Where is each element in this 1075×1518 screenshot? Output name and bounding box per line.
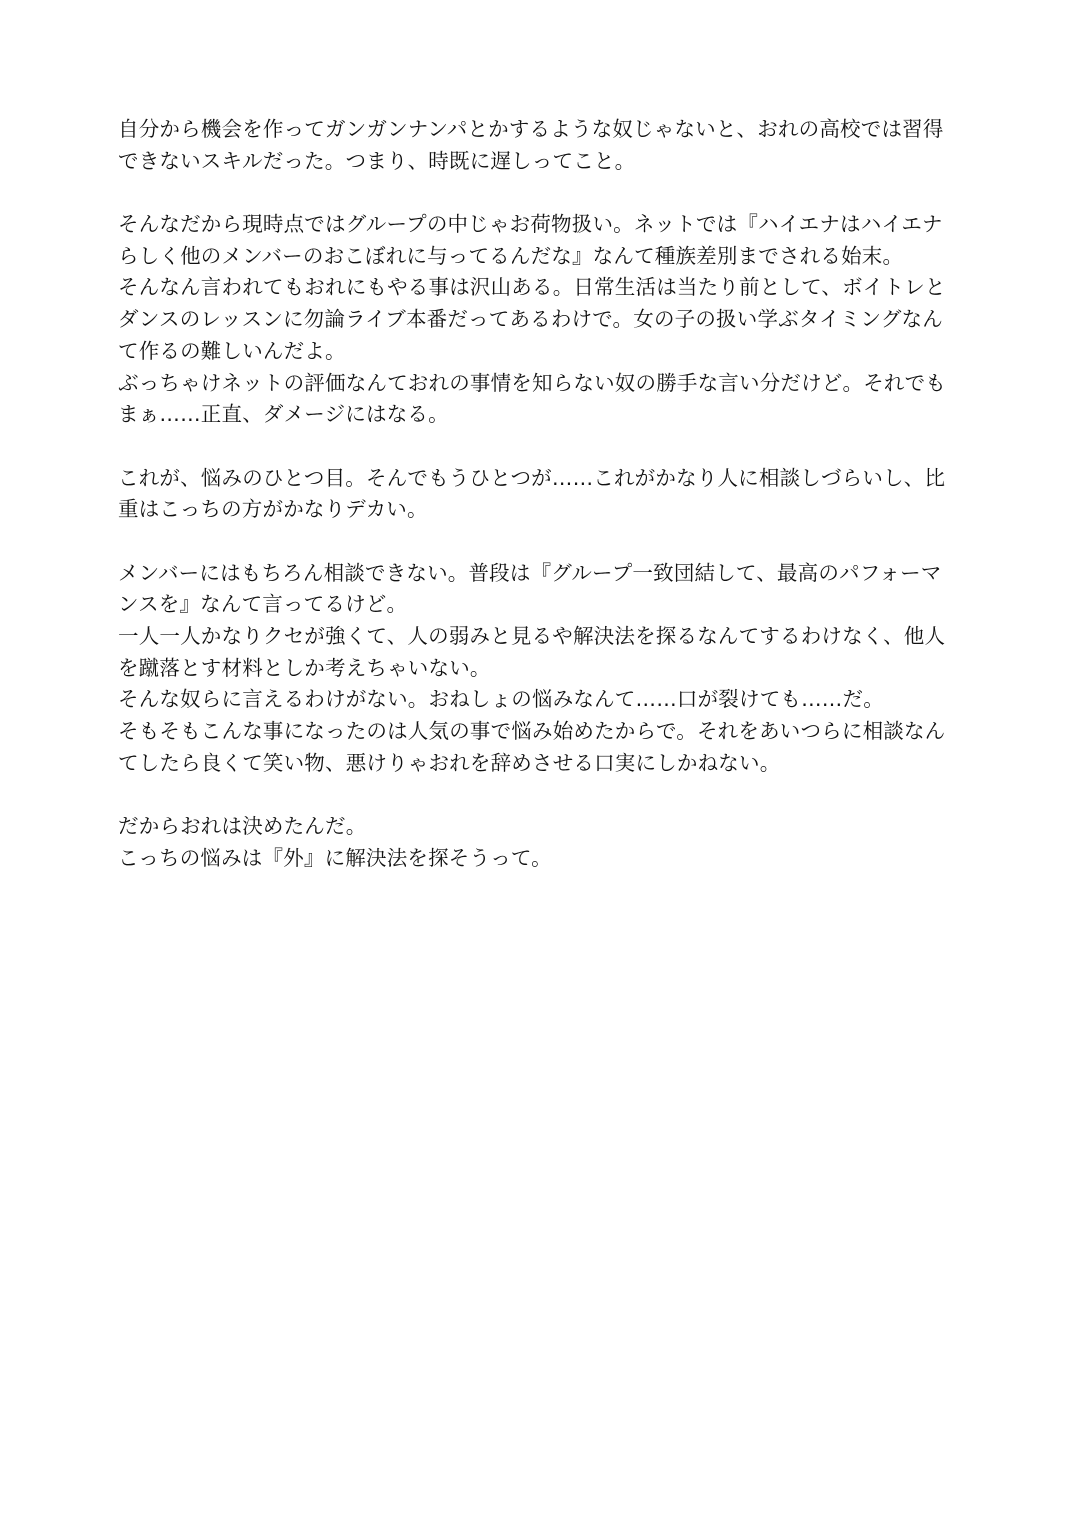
text-line: ぶっちゃけネットの評価なんておれの事情を知らない奴の勝手な言い分だけど。それでも [118, 370, 946, 395]
text-line: を蹴落とす材料としか考えちゃいない。 [118, 655, 491, 680]
text-line: まぁ……正直、ダメージにはなる。 [118, 402, 449, 427]
body-text [118, 114, 958, 875]
text-line: らしく他のメンバーのおこぼれに与ってるんだな』なんて種族差別までされる始末。 [118, 243, 904, 268]
text-line: そんな奴らに言えるわけがない。おねしょの悩みなんて……口が裂けても……だ。 [118, 687, 884, 712]
paragraph-gap [118, 177, 958, 209]
text-line: ンスを』なんて言ってるけど。 [118, 592, 408, 617]
paragraph-gap [118, 431, 958, 463]
paragraph-gap [118, 779, 958, 811]
text-line: 一人一人かなりクセが強くて、人の弱みと見るや解決法を探るなんてするわけなく、他人 [118, 624, 946, 648]
text-line: できないスキルだった。つまり、時既に遅しってこと。 [118, 148, 636, 173]
text-line: メンバーにはもちろん相談できない。普段は『グループ一致団結して、最高のパフォーマ [118, 560, 942, 585]
text-line: ダンスのレッスンに勿論ライブ本番だってあるわけで。女の子の扱い学ぶタイミングなん [118, 307, 943, 332]
text-line: そもそもこんな事になったのは人気の事で悩み始めたからで。それをあいつらに相談なん [118, 719, 946, 744]
text-line: だからおれは決めたんだ。 [118, 814, 367, 839]
text-line: てしたら良くて笑い物、悪けりゃおれを辞めさせる口実にしかねない。 [118, 750, 781, 775]
paragraph-gap [118, 526, 958, 558]
text-line: そんなん言われてもおれにもやる事は沢山ある。日常生活は当たり前として、ボイトレと [118, 275, 946, 300]
text-line: そんなだから現時点ではグループの中じゃお荷物扱い。ネットでは『ハイエナはハイエナ [118, 212, 943, 237]
text-line: 自分から機会を作ってガンガンナンパとかするような奴じゃないと、おれの高校では習得 [118, 117, 944, 141]
text-line: て作るの難しいんだよ。 [118, 338, 346, 363]
text-line: 重はこっちの方がかなりデカい。 [118, 497, 428, 522]
text-line: こっちの悩みは『外』に解決法を探そうって。 [118, 845, 552, 870]
text-line: これが、悩みのひとつ目。そんでもうひとつが……これがかなり人に相談しづらいし、比 [118, 465, 946, 490]
